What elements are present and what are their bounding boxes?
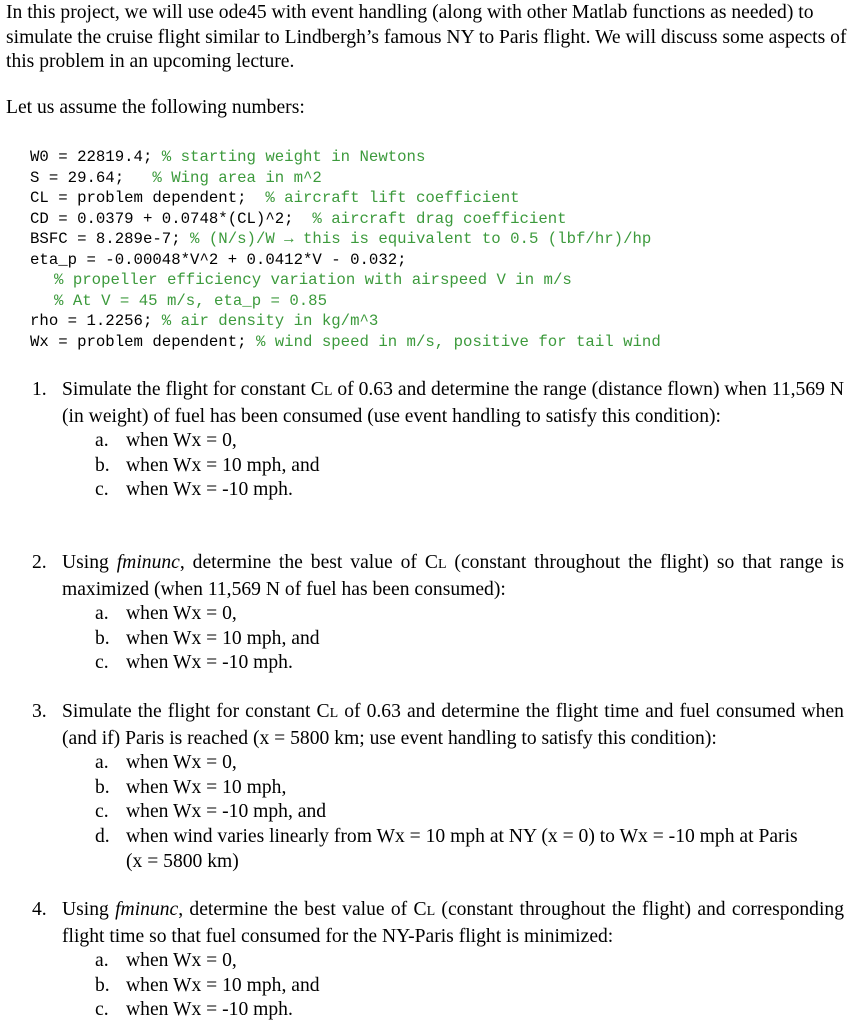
code-line-eta: eta_p = -0.00048*V^2 + 0.0412*V - 0.032; (30, 250, 407, 269)
question-text: Using fminunc, determine the best value of CL (constant throughout the flight) and corresponding flight time so that fuel consumed for the NY-Paris flight is minimized: (62, 899, 844, 947)
sub-item-a: a. when Wx = 0, (95, 603, 237, 625)
code-line-wx: Wx = problem dependent; % wind speed in m/s, positive for tail wind (30, 332, 661, 351)
sub-item-c: c. when Wx = -10 mph. (95, 652, 293, 674)
code-line-eta-comment-2: % At V = 45 m/s, eta_p = 0.85 (54, 291, 328, 310)
code-block (30, 147, 661, 352)
sub-item-a: a. when Wx = 0, (95, 950, 237, 972)
sub-item-c: c. when Wx = -10 mph. (95, 479, 293, 501)
document-page (6, 0, 851, 120)
code-line-cl: CL = problem dependent; % aircraft lift coefficient (30, 189, 520, 207)
sub-item-b: b. when Wx = 10 mph, (95, 776, 287, 798)
code-line-bsfc: BSFC = 8.289e-7; % (N/s)/W → this is equivalent to 0.5 (lbf/hr)/hp (30, 230, 652, 248)
sub-item-d: d. when wind varies linearly from Wx = 10 mph at NY (x = 0) to Wx = -10 mph at Paris (x = 5800 km) (95, 825, 798, 872)
sub-item-b: b. when Wx = 10 mph, and (95, 454, 320, 476)
intro-paragraph: In this project, we will use ode45 with event handling (along with other Matlab functions as needed) to simulate the cruise flight similar to Lindbergh’s famous NY to Paris flight. We will discuss some aspects of this problem in an upcoming lecture. (6, 2, 847, 73)
sub-item-a: a. when Wx = 0, (95, 752, 237, 774)
question-number: 2. (32, 552, 47, 573)
question-1 (32, 378, 844, 503)
function-name: fminunc (116, 552, 180, 573)
sub-item-b: b. when Wx = 10 mph, and (95, 974, 320, 996)
sub-item-c: c. when Wx = -10 mph. (95, 999, 293, 1021)
code-line-rho: rho = 1.2256; % air density in kg/m^3 (30, 312, 379, 330)
code-line-cd: CD = 0.0379 + 0.0748*(CL)^2; % aircraft drag coefficient (30, 209, 567, 228)
function-name: fminunc (115, 899, 179, 920)
sub-item-b: b. when Wx = 10 mph, and (95, 627, 320, 649)
question-number: 1. (32, 379, 47, 400)
question-number: 3. (32, 701, 47, 722)
question-number: 4. (32, 899, 47, 920)
code-line-eta-comment-1: % propeller efficiency variation with airspeed V in m/s (54, 271, 572, 289)
question-text: Using fminunc, determine the best value of CL (constant throughout the flight) so that range is maximized (when 11,569 N of fuel has been consumed): (62, 552, 844, 600)
assumptions-heading: Let us assume the following numbers: (6, 96, 305, 118)
sub-item-a: a. when Wx = 0, (95, 430, 237, 452)
sub-item-c: c. when Wx = -10 mph, and (95, 801, 327, 823)
question-3 (32, 700, 844, 874)
code-line-s: S = 29.64; % Wing area in m^2 (30, 168, 322, 187)
question-text: Simulate the flight for constant CL of 0.63 and determine the range (distance flown) when 11,569 N (in weight) of fuel has been consumed (use event handling to satisfy this condition): (62, 379, 844, 427)
question-text: Simulate the flight for constant CL of 0.63 and determine the flight time and fuel consumed when (and if) Paris is reached (x = 5800 km; use event handling to satisfy this condition): (62, 701, 844, 749)
code-line-w0: W0 = 22819.4; % starting weight in Newtons (30, 148, 426, 166)
question-2 (32, 551, 844, 676)
question-4 (32, 898, 844, 1023)
